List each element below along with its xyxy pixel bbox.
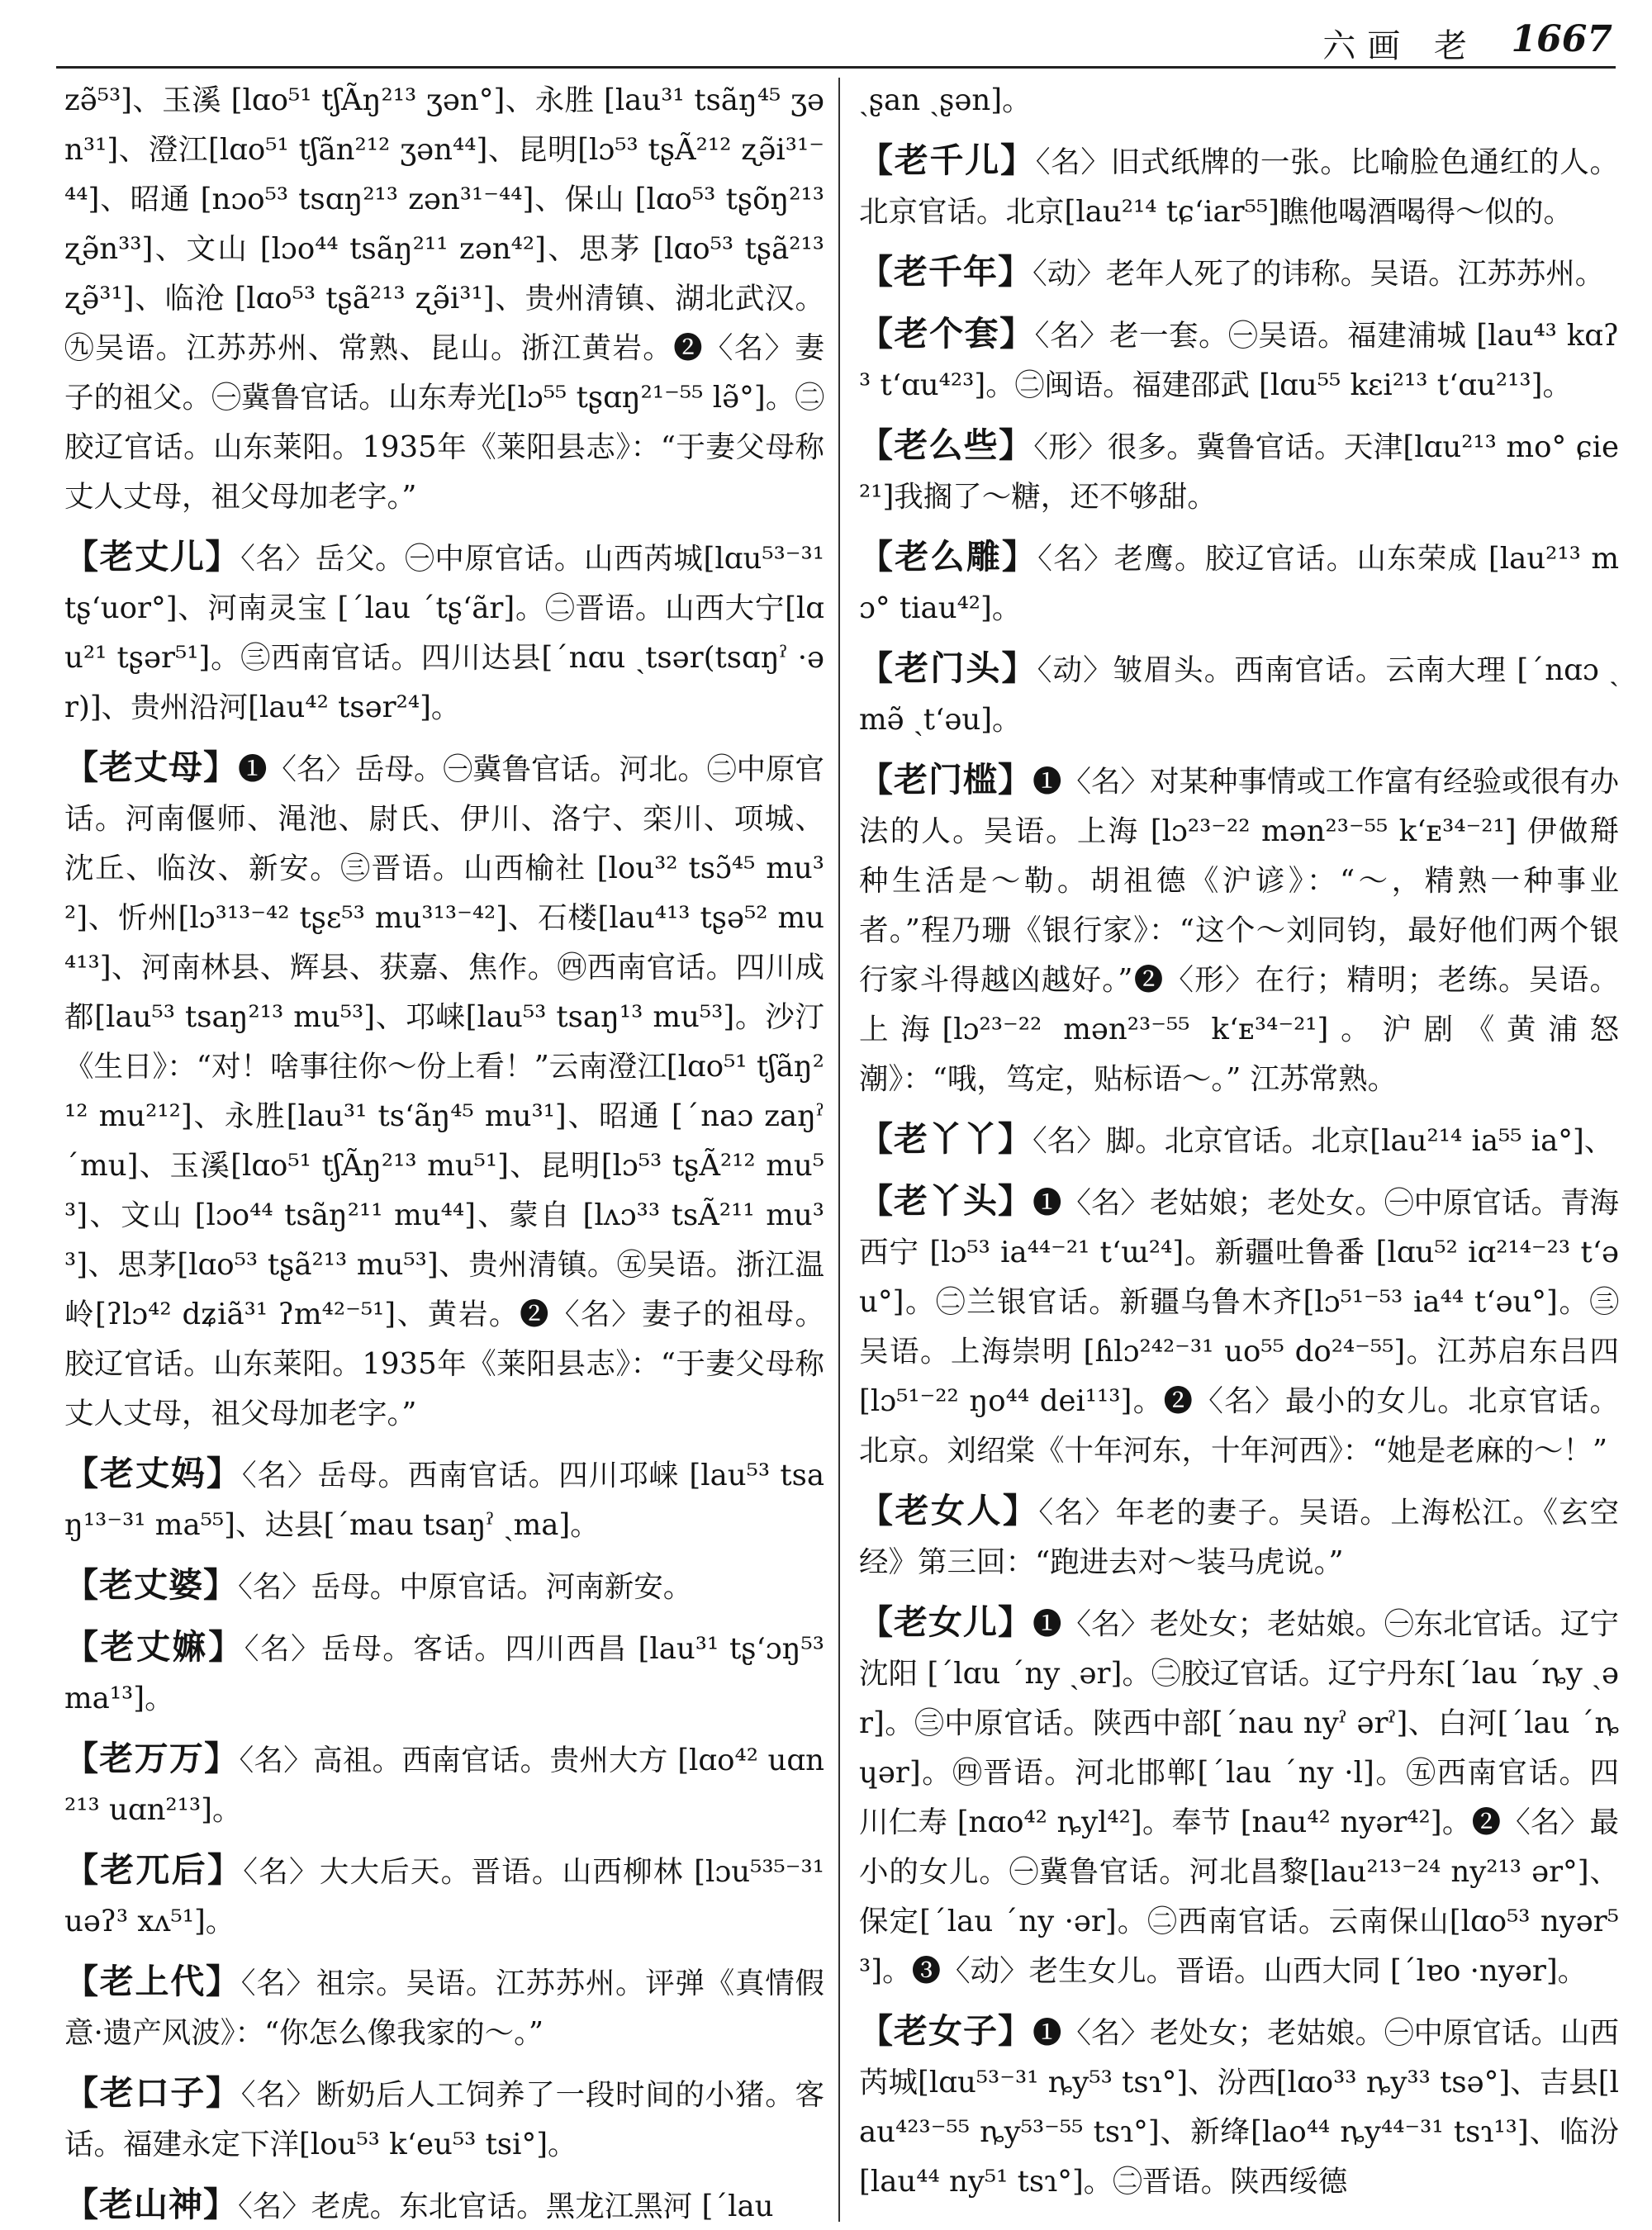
entry-lao-qiannian: 【老千年】〈动〉老年人死了的讳称。吴语。江苏苏州。 [859, 252, 1605, 292]
headword: 【老丈妈】 [64, 1454, 242, 1493]
entry-lao-nvren: 【老女人】〈名〉年老的妻子。吴语。上海松江。《玄空经》第三回：“跑进去对～装马虎说。” [859, 1491, 1619, 1579]
headword: 【老丈儿】 [64, 537, 241, 576]
headword: 【老千儿】 [859, 140, 1036, 180]
entry-lao-shanshen: 【老山神】〈名〉老虎。东北官话。黑龙江黑河 [ˊlau [64, 2185, 774, 2223]
entry-continuation: zə̃⁵³]、玉溪 [lɑo⁵¹ tʃÃŋ²¹³ ʒən°]、永胜 [lau³¹ tsãŋ⁴⁵ ʒən³¹]、澄江[lɑo⁵¹ tʃãn²¹² ʒən⁴⁴]、昆明[lɔ⁵³ tʂÃ²¹² ʐə̃i³¹⁻⁴⁴]、昭通 [nɔo⁵³ tsɑŋ²¹³ zən³¹⁻⁴⁴]、保山 [lɑo⁵³ tʂõŋ²¹³ ʐə̃n³³]、文山 [lɔo⁴⁴ tsãŋ²¹¹ zən⁴²]、思茅 [lɑo⁵³ tʂã²¹³ ʐə̃³¹]、临沧 [lɑo⁵³ tʂã²¹³ ʐə̃i³¹]、贵州清镇、湖北武汉。㊈吴语。江苏苏州、常熟、昆山。浙江黄岩。❷〈名〉妻子的祖父。㊀冀鲁官话。山东寿光[lɔ⁵⁵ tʂɑŋ²¹⁻⁵⁵ lə̃°]。㊁胶辽官话。山东莱阳。1935年《莱阳县志》：“于妻父母称丈人丈母，祖父母加老字。” [64, 83, 824, 514]
left-column [64, 76, 824, 2223]
headword: 【老个套】 [859, 314, 1035, 353]
headword: 【老门槛】 [859, 760, 1032, 799]
entry-lao-moxie: 【老么些】〈形〉很多。冀鲁官话。天津[lɑu²¹³ mo° ɕie²¹]我搁了～糖，还不够甜。 [859, 425, 1619, 514]
headword: 【老么雕】 [859, 537, 1038, 576]
headword: 【老千年】 [859, 252, 1032, 292]
entry-lao-zhangma2: 【老丈嫲】〈名〉岳母。客话。四川西昌 [lau³¹ tʂʻɔŋ⁵³ ma¹³]。 [64, 1627, 824, 1715]
entry-lao-zhangma: 【老丈妈】〈名〉岳母。西南官话。四川邛崃 [lau⁵³ tsaŋ¹³⁻³¹ ma⁵⁵]、达县[ˊmau tsaŋˀ ˏma]。 [64, 1454, 824, 1542]
entry-lao-nvzi: 【老女子】❶〈名〉老处女；老姑娘。㊀中原官话。山西芮城[lɑu⁵³⁻³¹ ȵy⁵³ tsɿ°]、汾西[lɑo³³ ȵy³³ tsə°]、吉县[lau⁴²³⁻⁵⁵ ȵy⁵³⁻⁵⁵ tsɿ°]、新绛[lao⁴⁴ ȵy⁴⁴⁻³¹ tsɿ¹³]、临汾[lau⁴⁴ ny⁵¹ tsɿ°]。㊁晋语。陕西绥德 [859, 2011, 1619, 2199]
headword: 【老女人】 [859, 1491, 1039, 1530]
entry-lao-zhangpo: 【老丈婆】〈名〉岳母。中原官话。河南新安。 [64, 1565, 693, 1605]
entry-lao-shangdai: 【老上代】〈名〉祖宗。吴语。江苏苏州。评弹《真情假意·遗产风波》：“你怎么像我家的～。” [64, 1962, 824, 2050]
running-header [0, 15, 1652, 64]
entry-lao-getao: 【老个套】〈名〉老一套。㊀吴语。福建浦城 [lau⁴³ kɑʔ³ tʻɑu⁴²³]。㊁闽语。福建邵武 [lɑu⁵⁵ kɛi²¹³ tʻɑu²¹³]。 [859, 314, 1619, 402]
entry-lao-mentou: 【老门头】〈动〉皱眉头。西南官话。云南大理 [ˊnɑɔ ˏmə̃ ˏtʻəu]。 [859, 648, 1619, 737]
headword: 【老么些】 [859, 425, 1034, 465]
entry-continuation: ˏʂan ˏʂən]。 [859, 83, 1032, 117]
entry-lao-wanwan: 【老万万】〈名〉高祖。西南官话。贵州大方 [lɑo⁴² uɑn²¹³ uɑn²¹³]。 [64, 1739, 824, 1827]
headword: 【老万万】 [64, 1739, 240, 1778]
entry-lao-modiao: 【老么雕】〈名〉老鹰。胶辽官话。山东荣成 [lau²¹³ mɔ° tiau⁴²]。 [859, 537, 1619, 625]
column-divider [838, 78, 840, 2222]
section-heading: 六画 老 [1322, 27, 1479, 65]
entry-lao-menkan: 【老门槛】❶〈名〉对某种事情或工作富有经验或很有办法的人。吴语。上海 [lɔ²³⁻²² mən²³⁻⁵⁵ kʻᴇ³⁴⁻²¹] 伊做搿种生活是～勒。胡祖德《沪谚》：“～，精熟一种事业者。”程乃珊《银行家》：“这个～刘同钧，最好他们两个银行家斗得越凶越好。”❷〈形〉在行；精明；老练。吴语。上海[lɔ²³⁻²² mən²³⁻⁵⁵ kʻᴇ³⁴⁻²¹]。沪剧《黄浦怒潮》：“哦，笃定，贴标语～。” 江苏常熟。 [859, 760, 1619, 1096]
entry-lao-wuhou: 【老兀后】〈名〉大大后天。晋语。山西柳林 [lɔu⁵³⁵⁻³¹ uəʔ³ xʌ⁵¹]。 [64, 1850, 824, 1938]
entry-lao-zhangmu: 【老丈母】❶〈名〉岳母。㊀冀鲁官话。河北。㊁中原官话。河南偃师、渑池、尉氏、伊川、洛宁、栾川、项城、沈丘、临汝、新安。㊂晋语。山西榆社 [lou³² tsɔ̃⁴⁵ mu³²]、忻州[lɔ³¹³⁻⁴² tʂɛ⁵³ mu³¹³⁻⁴²]、石楼[lau⁴¹³ tʂə⁵² mu⁴¹³]、河南林县、辉县、获嘉、焦作。㊃西南官话。四川成都[lau⁵³ tsaŋ²¹³ mu⁵³]、邛崃[lau⁵³ tsaŋ¹³ mu⁵³]。沙汀《生日》：“对！啥事往你～份上看！”云南澄江[lɑo⁵¹ tʃãŋ²¹² mu²¹²]、永胜[lau³¹ tsʻãŋ⁴⁵ mu³¹]、昭通 [ˊnaɔ zaŋˀ ˊmu]、玉溪[lɑo⁵¹ tʃÃŋ²¹³ mu⁵¹]、昆明[lɔ⁵³ tʂÃ²¹² mu⁵³]、文山 [lɔo⁴⁴ tsãŋ²¹¹ mu⁴⁴]、蒙自 [lʌɔ³³ tsÃ²¹¹ mu³³]、思茅[lɑo⁵³ tʂã²¹³ mu⁵³]、贵州清镇。㊄吴语。浙江温岭[ʔlɔ⁴² dʑiã³¹ ʔm⁴²⁻⁵¹]、黄岩。❷〈名〉妻子的祖母。胶辽官话。山东莱阳。1935年《莱阳县志》：“于妻父母称丈人丈母，祖父母加老字。” [64, 747, 824, 1431]
headword: 【老丫头】 [859, 1181, 1032, 1221]
entry-lao-yaya: 【老丫丫】〈名〉脚。北京官话。北京[lau²¹⁴ ia⁵⁵ ia°]、 [859, 1119, 1614, 1159]
headword: 【老口子】 [64, 2073, 241, 2113]
headword: 【老丫丫】 [859, 1119, 1032, 1159]
entry-lao-nver: 【老女儿】❶〈名〉老处女；老姑娘。㊀东北官话。辽宁沈阳 [ˊlɑu ˊny ˏər]。㊁胶辽官话。辽宁丹东[ˊlau ˊȵy ˏər]。㊂中原官话。陕西中部[ˊnau nyˀ ərˀ]、白河[ˊlau ˊȵɥər]。㊃晋语。河北邯郸[ˊlau ˊny ·l]。㊄西南官话。四川仁寿 [nɑo⁴² ȵyl⁴²]。奉节 [nau⁴² nyər⁴²]。❷〈名〉最小的女儿。㊀冀鲁官话。河北昌黎[lau²¹³⁻²⁴ ny²¹³ ər°]、保定[ˊlau ˊny ·ər]。㊁西南官话。云南保山[lɑo⁵³ nyər⁵³]。❸〈动〉老生女儿。晋语。山西大同 [ˊlɐo ·nyər]。 [859, 1602, 1619, 1988]
right-column [859, 76, 1619, 2223]
headword: 【老门头】 [859, 648, 1037, 688]
entry-lao-zhanger: 【老丈儿】〈名〉岳父。㊀中原官话。山西芮城[lɑu⁵³⁻³¹ tʂʻuor°]、河南灵宝 [ˊlau ˊtʂʻãr]。㊁晋语。山西大宁[lɑu²¹ tʂər⁵¹]。㊂西南官话。四川达县[ˊnɑu ˏtsər(tsɑŋˀ ·ər)]、贵州沿河[lau⁴² tsər²⁴]。 [64, 537, 824, 724]
entry-lao-qianer: 【老千儿】〈名〉旧式纸牌的一张。比喻脸色通红的人。北京官话。北京[lau²¹⁴ tɕʻiar⁵⁵]瞧他喝酒喝得～似的。 [859, 140, 1619, 229]
headword: 【老丈母】 [64, 747, 238, 787]
header-rule [56, 66, 1616, 69]
headword: 【老丈婆】 [64, 1565, 238, 1605]
page-number: 1667 [1511, 18, 1612, 60]
entry-lao-kouzi: 【老口子】〈名〉断奶后人工饲养了一段时间的小猪。客话。福建永定下洋[lou⁵³ kʻeu⁵³ tsi°]。 [64, 2073, 824, 2161]
headword: 【老山神】 [64, 2185, 238, 2223]
headword: 【老上代】 [64, 1962, 241, 2001]
headword: 【老丈嫲】 [64, 1627, 244, 1667]
headword: 【老女儿】 [859, 1602, 1032, 1642]
headword: 【老女子】 [859, 2011, 1032, 2051]
headword: 【老兀后】 [64, 1850, 244, 1890]
entry-lao-yatou: 【老丫头】❶〈名〉老姑娘；老处女。㊀中原官话。青海西宁 [lɔ⁵³ ia⁴⁴⁻²¹ tʻɯ²⁴]。新疆吐鲁番 [lɑu⁵² iɑ²¹⁴⁻²³ tʻəu°]。㊁兰银官话。新疆乌鲁木齐[lɔ⁵¹⁻⁵³ ia⁴⁴ tʻəu°]。㊂吴语。上海崇明 [ɦlɔ²⁴²⁻³¹ uo⁵⁵ do²⁴⁻⁵⁵]。江苏启东吕四 [lɔ⁵¹⁻²² ŋo⁴⁴ dei¹¹³]。❷〈名〉最小的女儿。北京官话。北京。刘绍棠《十年河东，十年河西》：“她是老麻的～！” [859, 1181, 1619, 1468]
